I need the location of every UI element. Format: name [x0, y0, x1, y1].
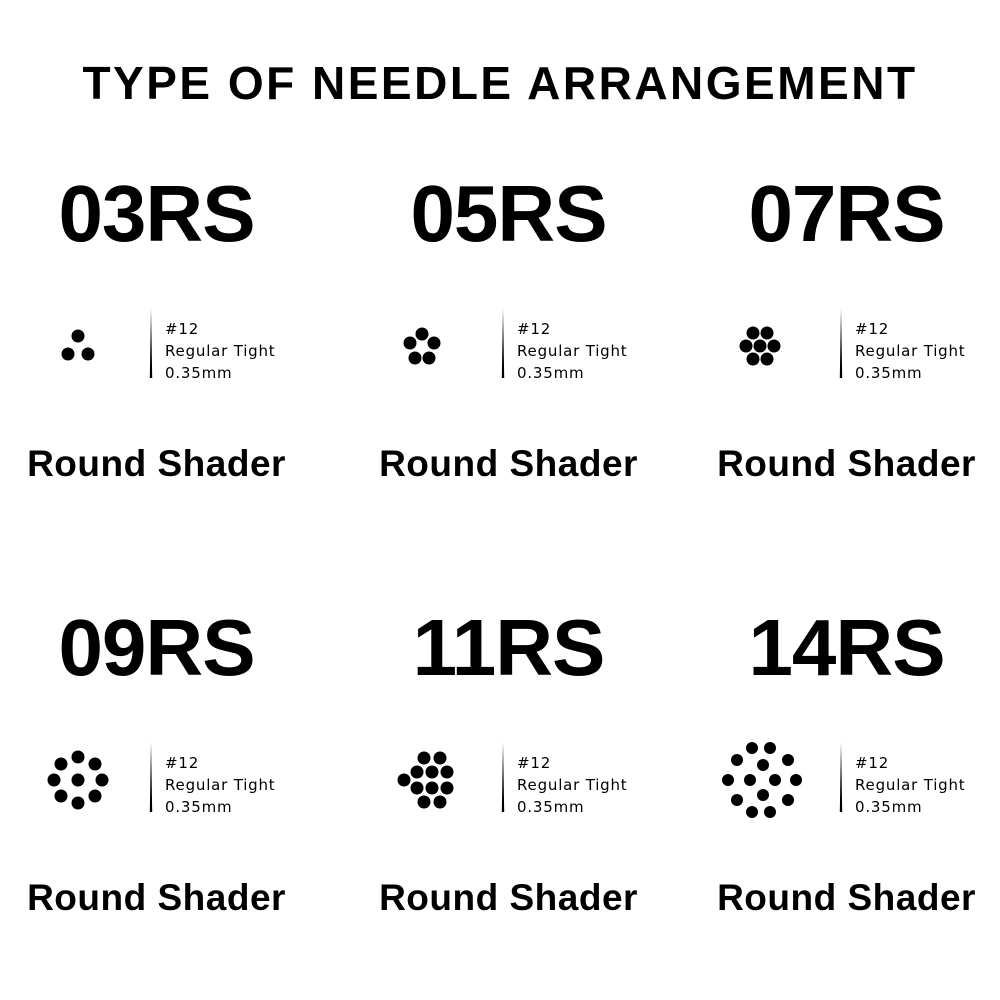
needle-icon: [146, 742, 156, 814]
needle-type-label: Round Shader: [27, 443, 286, 484]
needle-taper: Regular Tight: [165, 342, 276, 360]
needle-taper: Regular Tight: [165, 776, 276, 794]
needle-spec: [165, 752, 275, 818]
needle-gauge: #12: [855, 320, 890, 338]
needle-diameter: 0.35mm: [165, 798, 233, 816]
needle-diameter: 0.35mm: [517, 364, 585, 382]
needle-card-05rs: [352, 0, 685, 484]
needle-icon: [836, 742, 846, 814]
needle-spec: [517, 318, 627, 384]
needle-gauge: #12: [517, 320, 552, 338]
needle-card-03rs: [0, 0, 333, 484]
needle-taper: Regular Tight: [855, 776, 966, 794]
needle-gauge: #12: [855, 754, 890, 772]
needle-code: 09RS: [58, 603, 255, 692]
needle-gauge: #12: [517, 754, 552, 772]
needle-code: 05RS: [410, 169, 607, 258]
needle-arrangement-icon: [382, 306, 462, 386]
needle-taper: Regular Tight: [517, 342, 628, 360]
needle-icon: [146, 308, 156, 380]
needle-arrangement-icon: [30, 306, 110, 386]
needle-card-09rs: [0, 434, 333, 918]
needle-arrangement-icon: [30, 740, 110, 820]
needle-arrangement-icon: [382, 740, 462, 820]
needle-diameter: 0.35mm: [517, 798, 585, 816]
needle-type-label: Round Shader: [379, 877, 638, 918]
needle-card-14rs: [690, 434, 1000, 918]
needle-icon: [498, 308, 508, 380]
needle-type-label: Round Shader: [379, 443, 638, 484]
needle-diameter: 0.35mm: [855, 364, 923, 382]
needle-diameter: 0.35mm: [855, 798, 923, 816]
needle-spec: [855, 318, 965, 384]
needle-arrangement-icon: [720, 306, 800, 386]
needle-gauge: #12: [165, 754, 200, 772]
needle-spec: [165, 318, 275, 384]
needle-icon: [498, 742, 508, 814]
needle-diameter: 0.35mm: [165, 364, 233, 382]
page-title: TYPE OF NEEDLE ARRANGEMENT: [82, 57, 918, 109]
needle-code: 07RS: [748, 169, 945, 258]
needle-type-label: Round Shader: [717, 443, 976, 484]
needle-code: 14RS: [748, 603, 945, 692]
needle-type-label: Round Shader: [27, 877, 286, 918]
needle-code: 03RS: [58, 169, 255, 258]
needle-card-07rs: [690, 0, 1000, 484]
needle-spec: [855, 752, 965, 818]
needle-code: 11RS: [412, 603, 605, 692]
needle-spec: [517, 752, 627, 818]
needle-gauge: #12: [165, 320, 200, 338]
needle-card-11rs: [352, 434, 685, 918]
needle-taper: Regular Tight: [855, 342, 966, 360]
needle-arrangement-icon: [718, 740, 808, 830]
needle-type-label: Round Shader: [717, 877, 976, 918]
needle-icon: [836, 308, 846, 380]
needle-taper: Regular Tight: [517, 776, 628, 794]
